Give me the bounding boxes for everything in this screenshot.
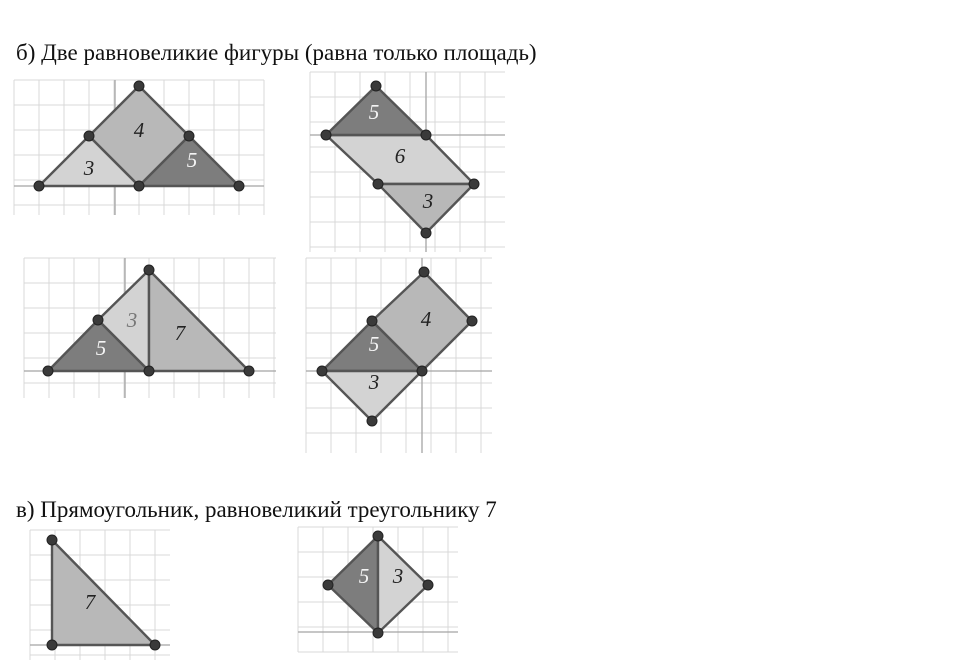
figure-4-shape (306, 258, 492, 453)
vertex-point (317, 366, 327, 376)
piece-label-6: 6 (394, 143, 406, 168)
piece-label-4: 4 (420, 306, 432, 331)
piece-label-3: 3 (126, 307, 138, 332)
vertex-point (423, 580, 433, 590)
vertex-point (150, 640, 160, 650)
piece-label-5: 5 (368, 331, 380, 356)
vertex-point (323, 580, 333, 590)
vertex-point (84, 131, 94, 141)
piece-label-7: 7 (84, 589, 96, 614)
figure-6-square (298, 527, 458, 652)
vertex-point (367, 416, 377, 426)
vertex-point (93, 315, 103, 325)
vertex-point (371, 81, 381, 91)
vertex-point (244, 366, 254, 376)
vertex-point (373, 628, 383, 638)
piece-label-3: 3 (392, 563, 404, 588)
piece-7 (52, 540, 155, 645)
figure-5-triangle (30, 530, 170, 660)
vertex-point (421, 228, 431, 238)
vertex-point (43, 366, 53, 376)
figure-1-triangle (14, 80, 264, 215)
piece-label-5: 5 (368, 99, 380, 124)
vertex-point (234, 181, 244, 191)
figure-2-shape (310, 72, 505, 252)
vertex-point (373, 179, 383, 189)
vertex-point (144, 366, 154, 376)
vertex-point (469, 179, 479, 189)
vertex-point (134, 181, 144, 191)
piece-label-3: 3 (368, 369, 380, 394)
piece-label-3: 3 (422, 188, 434, 213)
vertex-point (34, 181, 44, 191)
vertex-point (421, 130, 431, 140)
vertex-point (419, 267, 429, 277)
piece-5 (328, 536, 378, 633)
heading-part-v: в) Прямоугольник, равновеликий треугольнику 7 (16, 497, 497, 522)
vertex-point (417, 366, 427, 376)
vertex-point (144, 265, 154, 275)
vertex-point (367, 316, 377, 326)
piece-label-7: 7 (174, 320, 186, 345)
vertex-point (184, 131, 194, 141)
heading-part-b: б) Две равновеликие фигуры (равна только площадь) (16, 40, 537, 65)
vertex-point (47, 535, 57, 545)
piece-label-3: 3 (83, 155, 95, 180)
vertex-point (134, 81, 144, 91)
piece-label-5: 5 (186, 147, 198, 172)
piece-label-4: 4 (133, 117, 145, 142)
piece-label-5: 5 (95, 335, 107, 360)
vertex-point (47, 640, 57, 650)
vertex-point (373, 531, 383, 541)
vertex-point (321, 130, 331, 140)
vertex-point (467, 316, 477, 326)
piece-label-5: 5 (358, 563, 370, 588)
figure-3-triangle (24, 258, 276, 398)
